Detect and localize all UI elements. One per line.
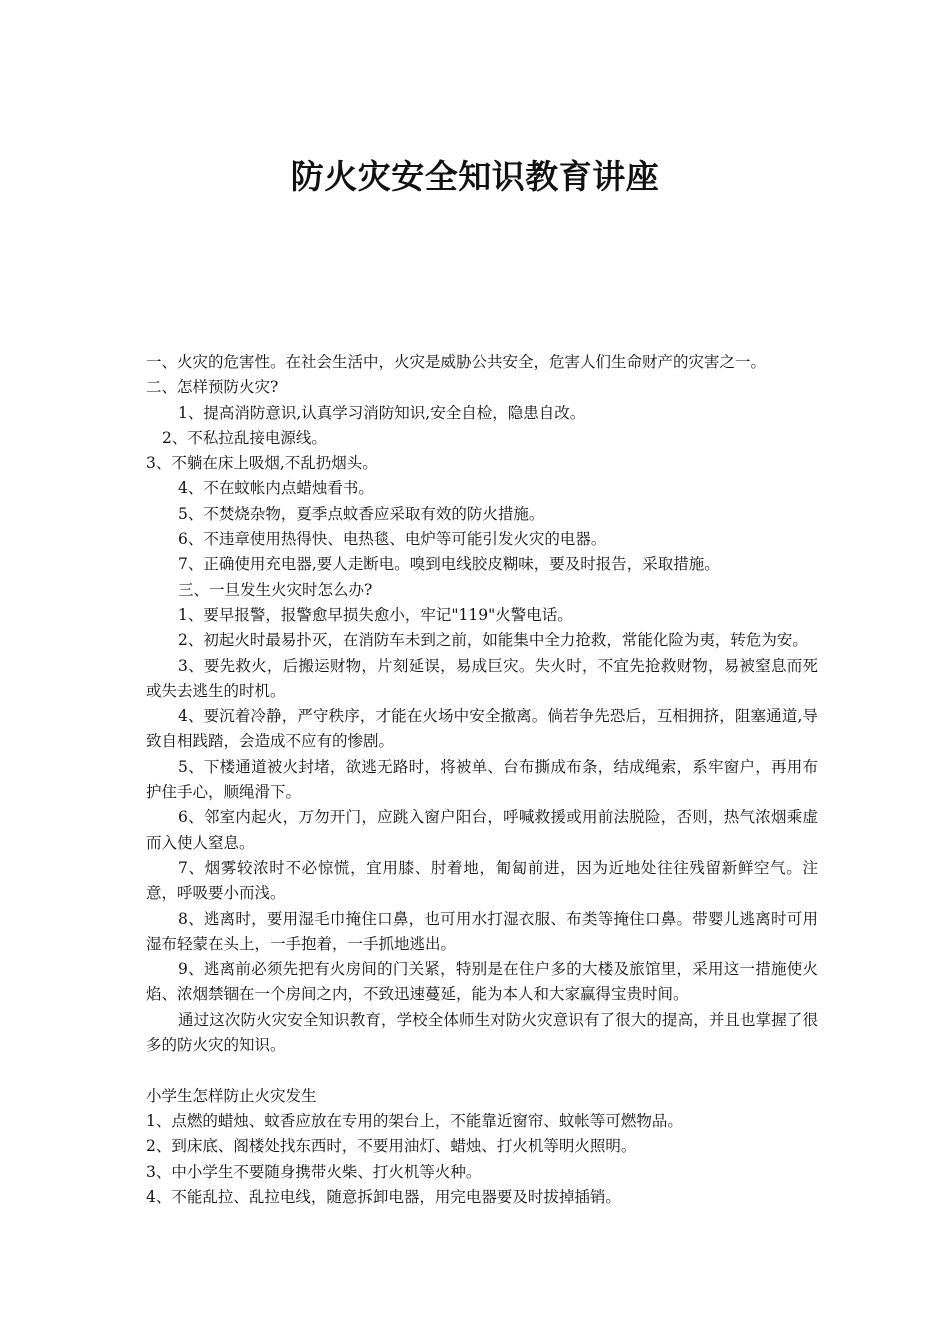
- emergency-item-6: 6、邻室内起火，万勿开门，应跳入窗户阳台，呼喊救援或用前法脱险，否则，热气浓烟乘虚而入使人窒息。: [146, 808, 818, 852]
- paragraph-conclusion: 通过这次防火灾安全知识教育，学校全体师生对防火灾意识有了很大的提高，并且也掌握了很多的防火灾的知识。: [146, 1010, 818, 1055]
- student-item-3: 3、中小学生不要随身携带火柴、打火机等火种。: [146, 1162, 482, 1181]
- student-item-4: 4、不能乱拉、乱拉电线，随意拆卸电器，用完电器要及时拔掉插销。: [146, 1187, 621, 1206]
- document-body: [146, 350, 818, 1210]
- paragraph-hazard: 一、火灾的危害性。在社会生活中，火灾是威胁公共安全，危害人们生命财产的灾害之一。: [146, 353, 767, 371]
- prevention-item-3: 3、不躺在床上吸烟,不乱扔烟头。: [146, 454, 378, 473]
- emergency-item-3: 3、要先救火，后搬运财物，片刻延误，易成巨灾。失火时，不宜先抢救财物，易被窒息而死或失去逃生的时机。: [146, 656, 818, 700]
- student-item-1: 1、点燃的蜡烛、蚊香应放在专用的架台上，不能靠近窗帘、蚊帐等可燃物品。: [146, 1111, 683, 1130]
- emergency-item-2: 2、初起火时最易扑灭，在消防车未到之前，如能集中全力抢救，常能化险为夷，转危为安。: [178, 631, 808, 650]
- prevention-item-2: 2、不私拉乱接电源线。: [162, 428, 327, 447]
- emergency-item-9: 9、逃离前必须先把有火房间的门关紧，特别是在住户多的大楼及旅馆里，采用这一措施使火焰、浓烟禁锢在一个房间之内，不致迅速蔓延，能为本人和大家赢得宝贵时间。: [146, 960, 818, 1004]
- prevention-item-5: 5、不焚烧杂物，夏季点蚊香应采取有效的防火措施。: [178, 504, 545, 523]
- emergency-item-7: 7、烟雾较浓时不必惊慌，宜用膝、肘着地，匍匐前进，因为近地处往往残留新鲜空气。注意，呼吸要小而浅。: [146, 858, 818, 903]
- emergency-item-1: 1、要早报警，报警愈早损失愈小，牢记"119"火警电话。: [178, 605, 573, 624]
- document-title: 防火灾安全知识教育讲座: [290, 157, 660, 196]
- emergency-item-5: 5、下楼通道被火封堵，欲逃无路时，将被单、台布撕成布条，结成绳索，系牢窗户，再用布护住手心，顺绳滑下。: [146, 757, 818, 802]
- spacer: [146, 1058, 818, 1083]
- prevention-item-6: 6、不违章使用热得快、电热毯、电炉等可能引发火灾的电器。: [178, 530, 607, 549]
- heading-students: 小学生怎样防止火灾发生: [146, 1086, 317, 1105]
- heading-prevention: 二、怎样预防火灾?: [146, 378, 279, 397]
- prevention-item-1: 1、提高消防意识,认真学习消防知识,安全自检，隐患自改。: [178, 403, 586, 422]
- emergency-item-4: 4、要沉着冷静，严守秩序，才能在火场中安全撤离。倘若争先恐后，互相拥挤，阻塞通道,导致自相践踏，会造成不应有的惨剧。: [146, 707, 818, 751]
- prevention-item-7: 7、正确使用充电器,要人走断电。嗅到电线胶皮糊味，要及时报告，采取措施。: [178, 555, 720, 574]
- student-item-2: 2、到床底、阁楼处找东西时，不要用油灯、蜡烛、打火机等明火照明。: [146, 1137, 637, 1156]
- heading-emergency: 三、一旦发生火灾时怎么办?: [178, 580, 373, 599]
- prevention-item-4: 4、不在蚊帐内点蜡烛看书。: [178, 479, 374, 498]
- emergency-item-8: 8、逃离时，要用湿毛巾掩住口鼻，也可用水打湿衣服、布类等掩住口鼻。带婴儿逃离时可用湿布轻蒙在头上，一手抱着，一手抓地逃出。: [146, 909, 818, 953]
